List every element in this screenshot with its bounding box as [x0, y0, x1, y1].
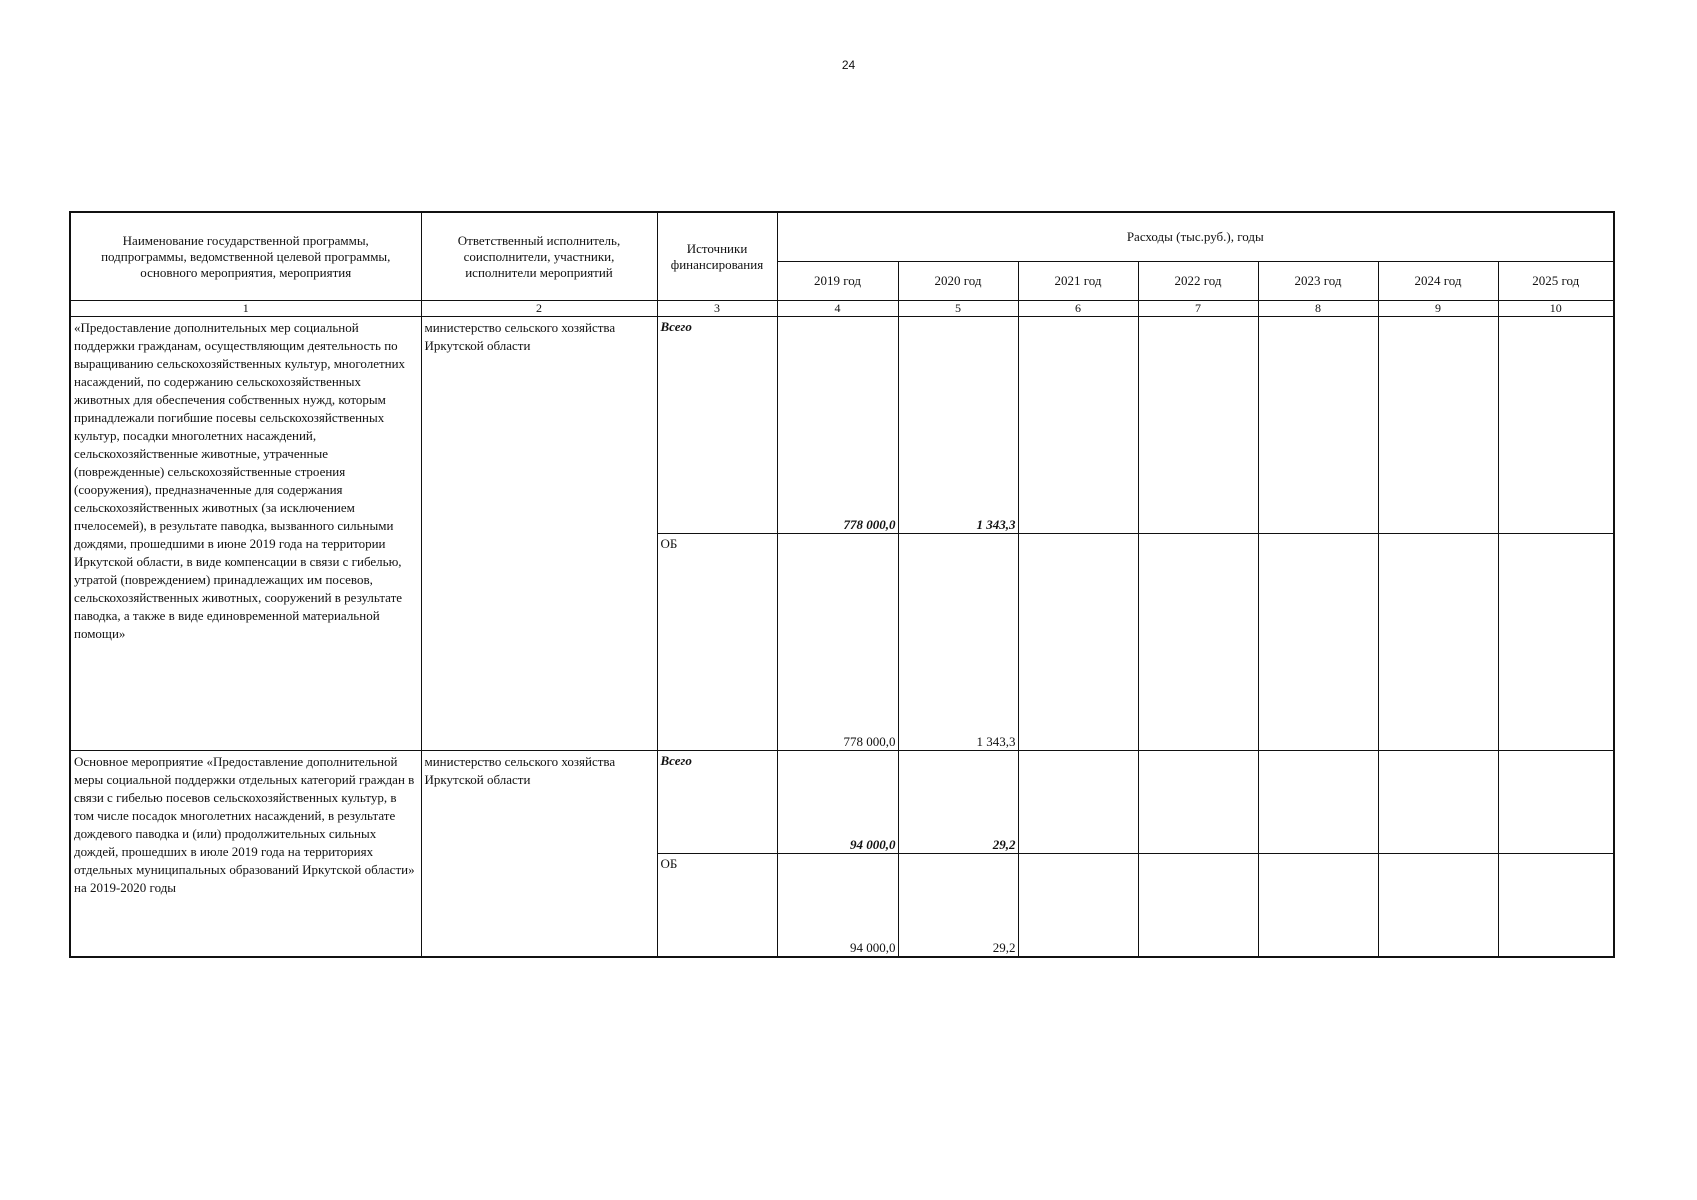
- value-2020: 1 343,3: [898, 317, 1018, 534]
- executor-name: министерство сельского хозяйства Иркутской области: [421, 317, 657, 751]
- funding-source: Всего: [657, 751, 777, 854]
- funding-source: ОБ: [657, 854, 777, 958]
- header-year-2019: 2019 год: [777, 262, 898, 301]
- value-2022: [1138, 854, 1258, 958]
- value-2022: [1138, 534, 1258, 751]
- value-2025: [1498, 317, 1614, 534]
- executor-name: министерство сельского хозяйства Иркутской области: [421, 751, 657, 958]
- expenses-table: [69, 211, 1615, 958]
- value-2021: [1018, 534, 1138, 751]
- header-year-2025: 2025 год: [1498, 262, 1614, 301]
- column-number: 3: [657, 301, 777, 317]
- value-2020: 29,2: [898, 854, 1018, 958]
- header-year-2023: 2023 год: [1258, 262, 1378, 301]
- column-number: 4: [777, 301, 898, 317]
- column-number: 1: [70, 301, 421, 317]
- value-2019: 778 000,0: [777, 317, 898, 534]
- header-executor: Ответственный исполнитель, соисполнители, участники, исполнители мероприятий: [421, 212, 657, 301]
- column-number: 2: [421, 301, 657, 317]
- header-year-2024: 2024 год: [1378, 262, 1498, 301]
- column-number: 7: [1138, 301, 1258, 317]
- value-2021: [1018, 854, 1138, 958]
- value-2024: [1378, 534, 1498, 751]
- column-number: 8: [1258, 301, 1378, 317]
- program-name: Основное мероприятие «Предоставление дополнительной меры социальной поддержки отдельных категорий граждан в связи с гибелью посевов сельскохозяйственных культур, в том числе посадок многолетних насаждений, в результате дождевого паводка и (или) продолжительных сильных дождей, прошедших в июле 2019 года на территориях отдельных муниципальных образований Иркутской области» на 2019-2020 годы: [70, 751, 421, 958]
- column-number: 6: [1018, 301, 1138, 317]
- table-row: [70, 317, 1614, 534]
- value-2022: [1138, 751, 1258, 854]
- value-2023: [1258, 317, 1378, 534]
- value-2021: [1018, 751, 1138, 854]
- value-2020: 1 343,3: [898, 534, 1018, 751]
- funding-source: Всего: [657, 317, 777, 534]
- header-program-name: Наименование государственной программы, подпрограммы, ведомственной целевой программы, основного мероприятия, мероприятия: [70, 212, 421, 301]
- value-2020: 29,2: [898, 751, 1018, 854]
- value-2023: [1258, 534, 1378, 751]
- header-year-2021: 2021 год: [1018, 262, 1138, 301]
- value-2019: 94 000,0: [777, 751, 898, 854]
- funding-source: ОБ: [657, 534, 777, 751]
- column-number: 5: [898, 301, 1018, 317]
- value-2024: [1378, 854, 1498, 958]
- value-2025: [1498, 534, 1614, 751]
- value-2023: [1258, 751, 1378, 854]
- column-number: 9: [1378, 301, 1498, 317]
- page-number: 24: [841, 58, 856, 72]
- table-row: [70, 751, 1614, 854]
- value-2025: [1498, 751, 1614, 854]
- header-funding-sources: Источники финансирования: [657, 212, 777, 301]
- value-2023: [1258, 854, 1378, 958]
- value-2021: [1018, 317, 1138, 534]
- value-2019: 778 000,0: [777, 534, 898, 751]
- value-2024: [1378, 317, 1498, 534]
- value-2024: [1378, 751, 1498, 854]
- header-year-2020: 2020 год: [898, 262, 1018, 301]
- value-2019: 94 000,0: [777, 854, 898, 958]
- value-2022: [1138, 317, 1258, 534]
- value-2025: [1498, 854, 1614, 958]
- header-year-2022: 2022 год: [1138, 262, 1258, 301]
- header-expenses: Расходы (тыс.руб.), годы: [777, 212, 1614, 262]
- column-number: 10: [1498, 301, 1614, 317]
- program-name: «Предоставление дополнительных мер социальной поддержки гражданам, осуществляющим деятельность по выращиванию сельскохозяйственных культур, многолетних насаждений, по содержанию сельскохозяйственных животных для обеспечения собственных нужд, которым принадлежали погибшие посевы сельскохозяйственных культур, посадки многолетних насаждений, сельскохозяйственные животные, утраченные (поврежденные) сельскохозяйственные строения (сооружения), предназначенные для содержания сельскохозяйственных животных (за исключением пчелосемей), в результате паводка, вызванного сильными дождями, прошедшими в июне 2019 года на территории Иркутской области, в виде компенсации в связи с гибелью, утратой (повреждением) принадлежащих им посевов, сельскохозяйственных животных, сооружений в результате паводка, а также в виде единовременной материальной помощи»: [70, 317, 421, 751]
